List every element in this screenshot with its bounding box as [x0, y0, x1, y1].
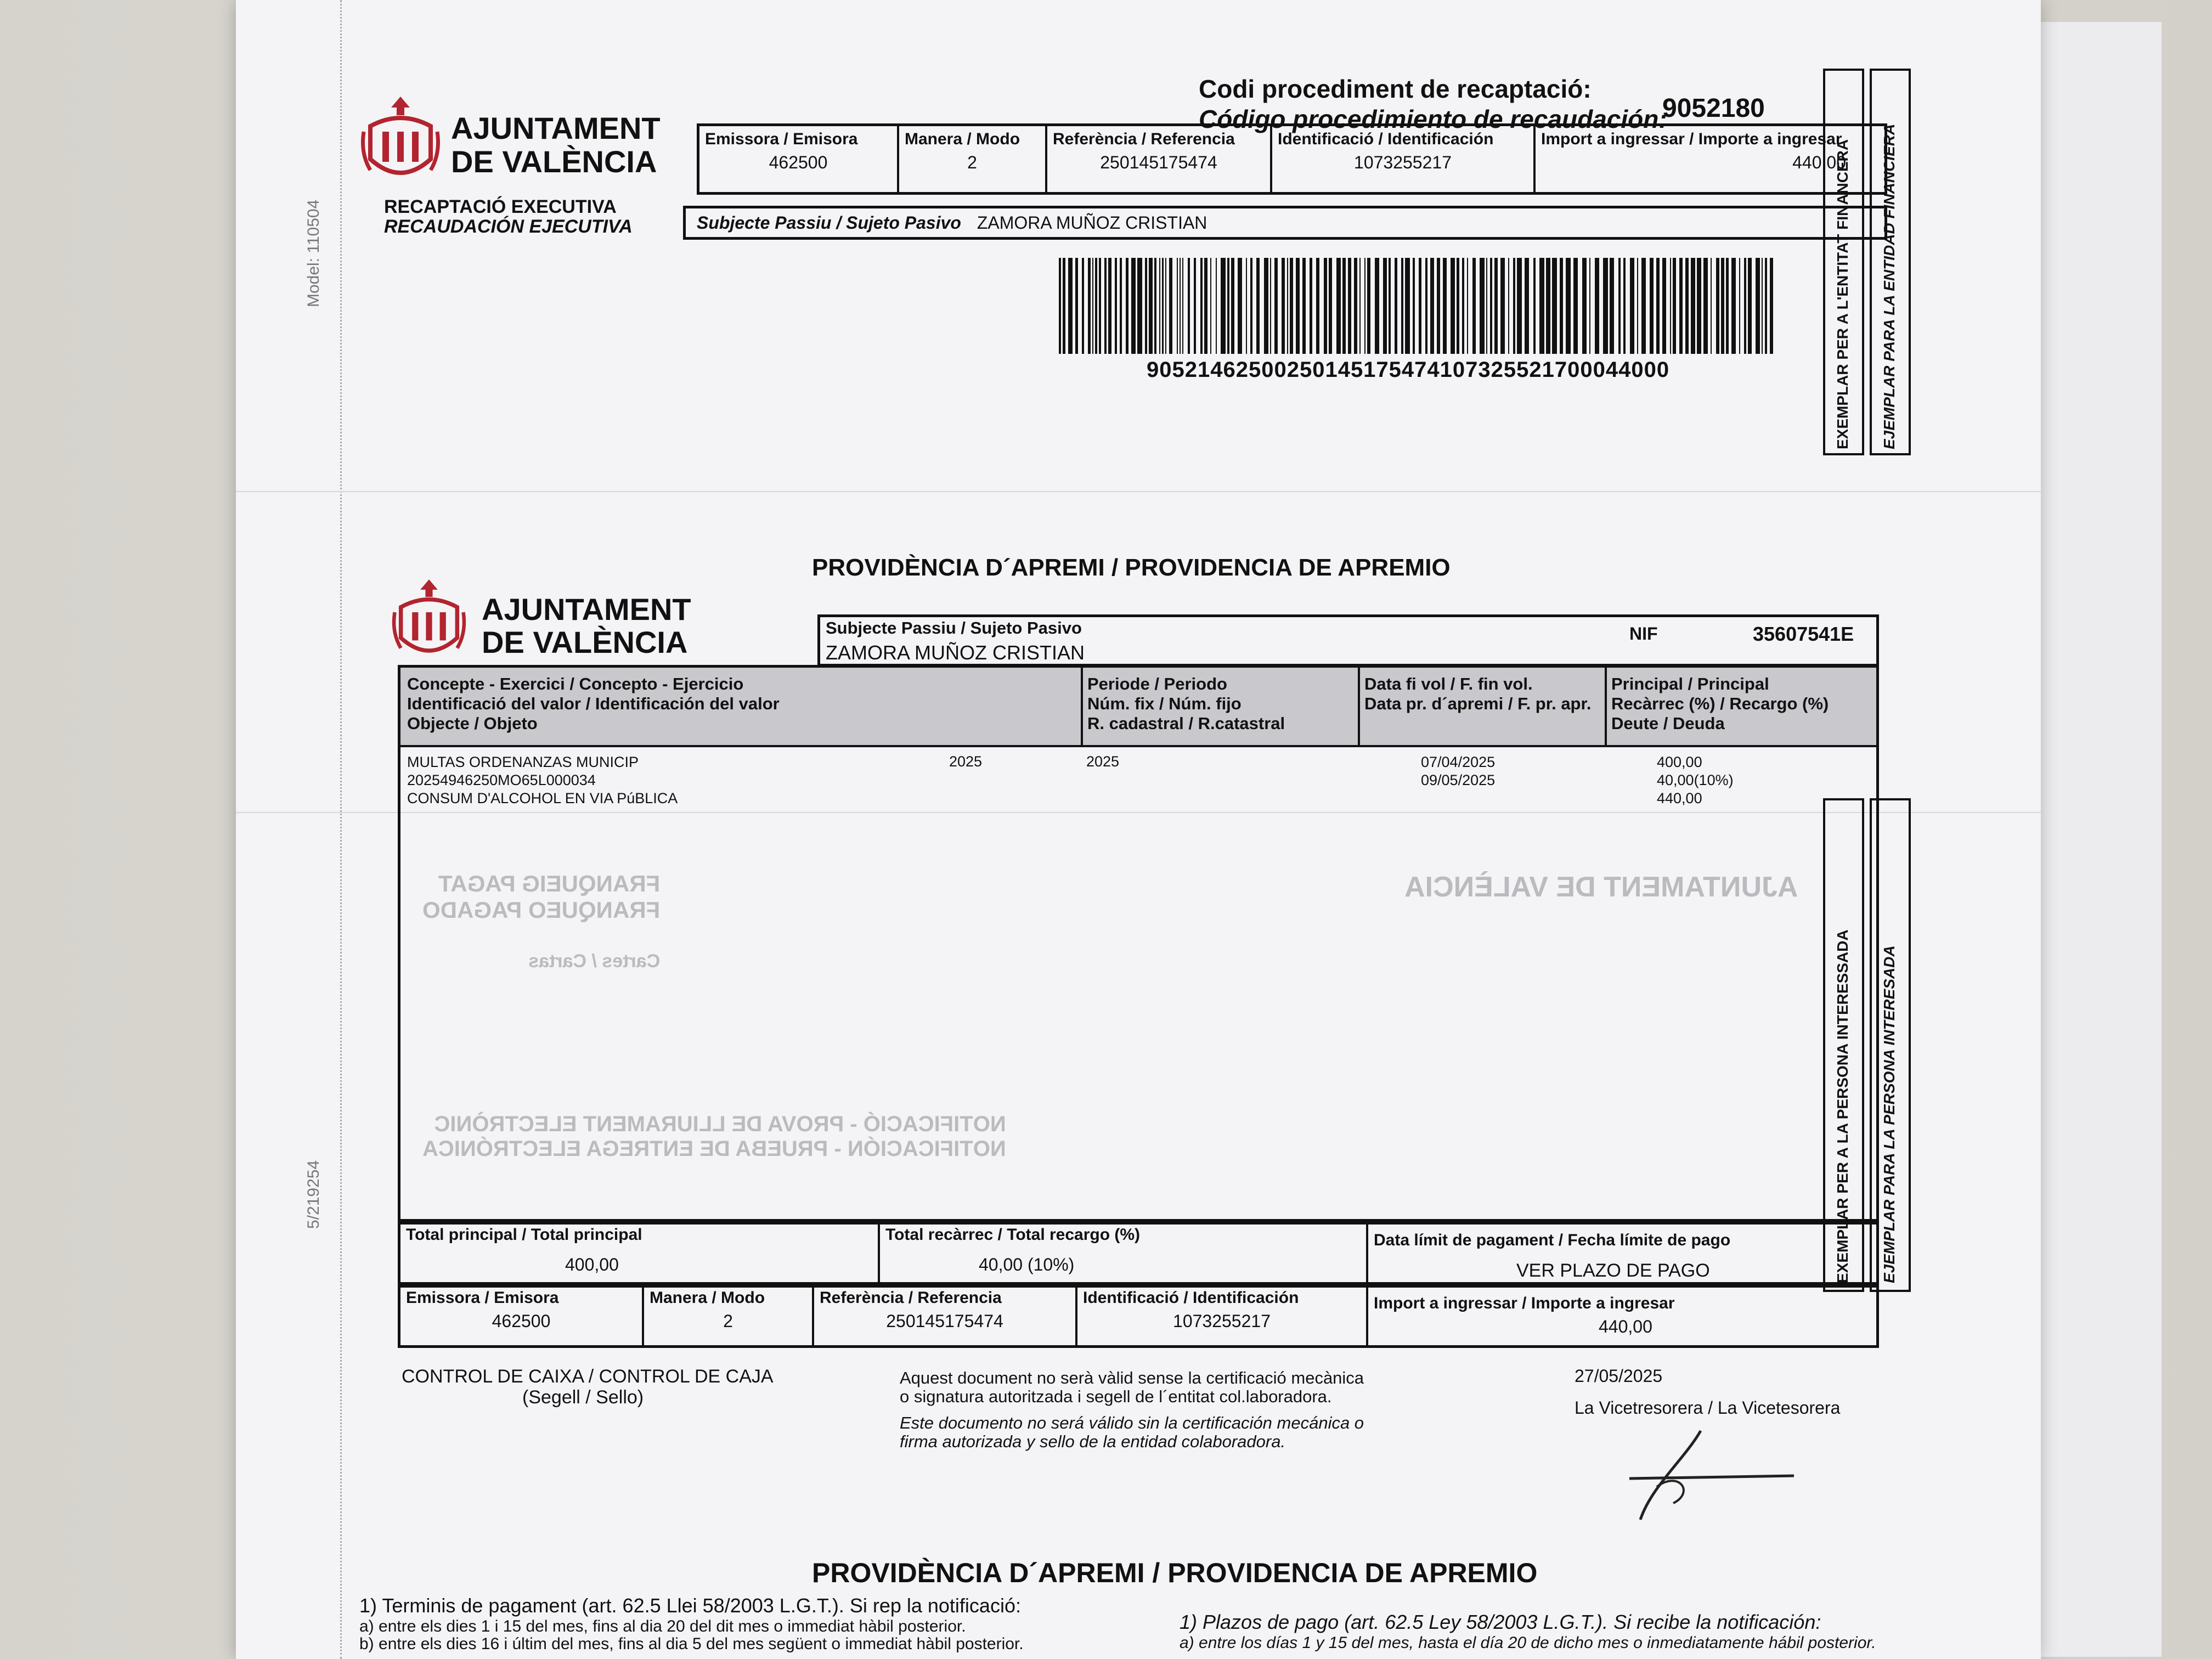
col1-h1: Concepte - Exercici / Concepto - Ejercicio: [407, 674, 744, 693]
perforation-left: [340, 0, 342, 1659]
barcode-bar: [1216, 258, 1217, 354]
barcode-bar: [1137, 258, 1142, 354]
barcode-bar: [1762, 258, 1763, 354]
barcode-bar: [1367, 258, 1370, 354]
ghost-notificacion: [422, 1112, 1006, 1161]
barcode-bar: [1359, 258, 1361, 354]
barcode-bar: [1126, 258, 1128, 354]
ejercicio: 2025: [949, 753, 983, 770]
barcode-bar: [1068, 258, 1073, 354]
periodo: 2025: [1086, 753, 1120, 770]
barcode-bar: [1697, 258, 1701, 354]
total-principal-label: [400, 1222, 878, 1248]
top-payment-table: [697, 123, 1887, 195]
barcode-bar: [1618, 258, 1621, 354]
barcode-bar: [1560, 258, 1563, 354]
side-label-interesada-es: EJEMPLAR PARA LA PERSONA INTERESADA: [1881, 945, 1898, 1283]
plazos-es-text: 1) Plazos de pago (art. 62.5 Ley 58/2003 L.G.T.). Si recibe la notificación:: [1180, 1611, 1821, 1633]
barcode-bar: [1063, 258, 1065, 354]
side-label-interesada-val: EXEMPLAR PER A LA PERSONA INTERESSADA: [1834, 929, 1851, 1283]
proc-label-es: Código procedimiento de recaudación:: [1199, 105, 1667, 133]
valid-val-2: o signatura autoritzada i segell de l´entitat col.laboradora.: [900, 1387, 1332, 1406]
barcode-bar: [1348, 258, 1351, 354]
org-name-top-2: DE VALÈNCIA: [451, 144, 657, 179]
barcode-bar: [1711, 258, 1712, 354]
barcode-bar: [1095, 258, 1097, 354]
barcode-bar: [1227, 258, 1229, 354]
barcode-bar: [1104, 258, 1107, 354]
validity-note: [900, 1369, 1364, 1451]
barcode-bar: [1770, 258, 1773, 354]
barcode-bar: [1546, 258, 1550, 354]
top-h-import: Import a ingressar / Importe a ingresar: [1541, 130, 1842, 148]
section-title: [812, 554, 1451, 582]
principal: 400,00: [1657, 754, 1702, 770]
barcode-bar: [1194, 258, 1196, 354]
barcode-bar: [1210, 258, 1211, 354]
plazos-es: [1180, 1610, 1876, 1652]
detail-row-left: [407, 753, 678, 808]
bottom-h-import: Import a ingressar / Importe a ingresar: [1374, 1294, 1675, 1312]
barcode-bar: [1149, 258, 1152, 354]
ghost-notif-1: NOTIFICACIÓ - PROVA DE LLIURAMENT ELECTRÒNIC: [434, 1112, 1006, 1136]
margin-code-top: Model: 110504: [304, 199, 323, 307]
bottom-h-ref: Referència / Referencia: [820, 1289, 1002, 1307]
margin-code-mid: 5/219254: [304, 1160, 323, 1229]
top-sujeto-label: Subjecte Passiu / Sujeto Pasivo: [697, 213, 961, 233]
barcode-bar: [1756, 258, 1760, 354]
side-label-financiera-val: EXEMPLAR PER A L'ENTITAT FINANCERA: [1834, 139, 1851, 449]
nif-value: 35607541E: [1753, 623, 1854, 645]
barcode-bar: [1059, 258, 1061, 354]
barcode-number: 90521462500250145175474107325521700044000: [1147, 358, 1670, 382]
barcode-bar: [1610, 258, 1614, 354]
bottom-cell-ref: [812, 1285, 1075, 1345]
identificacion-valor: 20254946250MO65L000034: [407, 772, 596, 788]
barcode-bar: [1154, 258, 1156, 354]
detail-header-row: [400, 668, 1876, 747]
col4-h1: Principal / Principal: [1611, 674, 1769, 693]
bottom-import: 440,00: [1599, 1317, 1652, 1336]
plazos-val-a: a) entre els dies 1 i 15 del mes, fins al dia 20 del dit mes o immediat hàbil posterior.: [359, 1617, 966, 1635]
coat-of-arms-icon: [359, 93, 442, 187]
org-name-top-1: AJUNTAMENT: [451, 111, 661, 145]
top-h-ident: Identificació / Identificación: [1278, 130, 1494, 148]
main-sujeto-label: [826, 618, 1082, 638]
barcode-bar: [1467, 258, 1468, 354]
barcode-bar: [1641, 258, 1646, 354]
barcode-bar: [1120, 258, 1122, 354]
barcode-bar: [1180, 258, 1181, 354]
barcode-bar: [1637, 258, 1638, 354]
org-name-main-2: DE VALÈNCIA: [482, 625, 688, 659]
col1-header: [407, 674, 780, 733]
barcode-bar: [1405, 258, 1409, 354]
barcode-bar: [1296, 258, 1299, 354]
valid-es-1: Este documento no será válido sin la certificación mecánica o: [900, 1413, 1364, 1432]
barcode-bar: [1451, 258, 1455, 354]
side-box-financiera-val: [1823, 69, 1864, 455]
col1-h2: Identificació del valor / Identificación del valor: [407, 694, 780, 713]
bottom-modo: 2: [723, 1311, 733, 1331]
fecha-limite-label: Data límit de pagament / Fecha límite de pago: [1374, 1231, 1731, 1249]
col4-header: [1611, 674, 1829, 733]
logo-main: [391, 576, 467, 667]
main-sujeto-label-text: Subjecte Passiu / Sujeto Pasivo: [826, 618, 1082, 637]
barcode-bar: [1650, 258, 1653, 354]
barcode-bar: [1566, 258, 1570, 354]
barcode-bar: [1679, 258, 1683, 354]
col1-h3: Objecte / Objeto: [407, 714, 538, 733]
bottom-h-ident: Identificació / Identificación: [1083, 1289, 1299, 1307]
side-box-interesada-es: [1870, 798, 1911, 1292]
control-caja: [402, 1366, 774, 1408]
barcode-bar: [1525, 258, 1529, 354]
total-recargo-label: Total recàrrec / Total recargo (%): [885, 1226, 1141, 1244]
barcode-bar: [1238, 258, 1242, 354]
barcode-bar: [1310, 258, 1312, 354]
bottom-h-modo: Manera / Modo: [650, 1289, 765, 1307]
barcode-bar: [1336, 258, 1341, 354]
valid-val-1: Aquest document no serà vàlid sense la certificació mecànica: [900, 1368, 1364, 1387]
pr-apr: 09/05/2025: [1421, 772, 1496, 788]
main-sujeto-box: [817, 614, 1879, 667]
barcode-bar: [1691, 258, 1695, 354]
side-label-financiera-es: EJEMPLAR PARA LA ENTIDAD FINANCIERA: [1881, 123, 1898, 449]
bottom-h-emisora: Emissora / Emisora: [406, 1289, 559, 1307]
bottom-ident: 1073255217: [1173, 1311, 1271, 1331]
col3-header: [1364, 674, 1591, 714]
barcode-bar: [1513, 258, 1515, 354]
plazos-val: [359, 1594, 1024, 1653]
fecha-limite-cell: [1366, 1222, 1876, 1285]
dept-name-1: RECAPTACIÓ EXECUTIVA: [384, 196, 617, 217]
document-paper: [236, 0, 2041, 1659]
barcode-bar: [1092, 258, 1093, 354]
barcode-bar: [1375, 258, 1379, 354]
col3-h2: Data pr. d´apremi / F. pr. apr.: [1364, 694, 1592, 713]
fin-vol: 07/04/2025: [1421, 754, 1496, 770]
barcode-bar: [1603, 258, 1607, 354]
barcode-bar: [1685, 258, 1689, 354]
signer-title: La Vicetresorera / La Vicetesorera: [1575, 1398, 1841, 1418]
bottom-cell-modo: [642, 1285, 812, 1345]
barcode-bar: [1354, 258, 1357, 354]
ghost-franqueo-2: FRANQUEO PAGADO: [422, 897, 661, 923]
ghost-notif-2: NOTIFICACIÓN - PRUEBA DE ENTREGA ELECTRÓNICA: [422, 1137, 1006, 1161]
barcode-bar: [1200, 258, 1203, 354]
col2-h2: Núm. fix / Núm. fijo: [1087, 694, 1242, 713]
barcode-bar: [1739, 258, 1740, 354]
deuda: 440,00: [1657, 790, 1702, 806]
barcode-bar: [1721, 258, 1724, 354]
valid-es-2: firma autorizada y sello de la entidad colaboradora.: [900, 1432, 1286, 1451]
barcode-bar: [1457, 258, 1459, 354]
barcode-bar: [1075, 258, 1077, 354]
barcode-bar: [1270, 258, 1271, 354]
barcode-bar: [1256, 258, 1260, 354]
barcode-bar: [1486, 258, 1487, 354]
total-recargo: 40,00 (10%): [979, 1255, 1075, 1274]
barcode-bar: [1165, 258, 1166, 354]
barcode-bar: [1316, 258, 1319, 354]
barcode-bar: [1480, 258, 1484, 354]
barcode-bar: [1552, 258, 1556, 354]
top-h-modo: Manera / Modo: [905, 130, 1020, 148]
barcode-bar: [1430, 258, 1434, 354]
barcode-bar: [1582, 258, 1587, 354]
barcode-bar: [1282, 258, 1285, 354]
total-recargo-cell: [878, 1222, 1366, 1285]
top-cell-modo: [897, 126, 1045, 192]
top-cell-emisora: [699, 126, 897, 192]
barcode-bar: [1169, 258, 1172, 354]
barcode-bar: [1595, 258, 1599, 354]
barcode-bar: [1765, 258, 1767, 354]
barcode-bar: [1419, 258, 1421, 354]
barcode-bar: [1274, 258, 1278, 354]
main-sujeto: ZAMORA MUÑOZ CRISTIAN: [826, 641, 1085, 664]
barcode-bar: [1389, 258, 1391, 354]
ghost-franqueo: [422, 871, 660, 972]
nif-label: NIF: [1629, 624, 1658, 644]
top-ident: 1073255217: [1354, 153, 1452, 172]
barcode-bar: [1731, 258, 1736, 354]
coat-of-arms-icon: [391, 576, 467, 664]
top-h-ref: Referència / Referencia: [1053, 130, 1235, 148]
barcode-bar: [1589, 258, 1590, 354]
top-cell-ident: [1270, 126, 1533, 192]
barcode-bar: [1204, 258, 1207, 354]
total-principal-cell: [400, 1222, 878, 1285]
barcode-bar: [1500, 258, 1505, 354]
barcode-bar: [1703, 258, 1708, 354]
barcode-bar: [1159, 258, 1160, 354]
col4-h2: Recàrrec (%) / Recargo (%): [1611, 694, 1829, 713]
barcode-bar: [1623, 258, 1626, 354]
side-box-interesada-val: [1823, 798, 1864, 1292]
barcode-bar: [1656, 258, 1660, 354]
bottom-ref: 250145175474: [886, 1311, 1003, 1331]
proc-code: 9052180: [1662, 94, 1765, 123]
top-sujeto-box: [683, 206, 1887, 240]
top-modo: 2: [967, 153, 977, 172]
barcode-bar: [1517, 258, 1521, 354]
barcode-bar: [1413, 258, 1415, 354]
signature-icon: [1618, 1426, 1805, 1525]
ghost-mirror-title: AJUNTAMENT DE VALÈNCIA: [1404, 871, 1798, 903]
barcode-bar: [1425, 258, 1427, 354]
barcode-bar: [1162, 258, 1163, 354]
barcode-bar: [1539, 258, 1544, 354]
bottom-cell-ident: [1075, 1285, 1366, 1345]
ghost-franqueo-1: FRANQUEIG PAGAT: [438, 871, 661, 896]
sello-text: (Segell / Sello): [522, 1387, 644, 1408]
col3-h1: Data fi vol / F. fin vol.: [1364, 674, 1533, 693]
barcode-bar: [1716, 258, 1719, 354]
top-h-emisora: Emissora / Emisora: [705, 130, 858, 148]
barcode: [1059, 258, 1778, 354]
barcode-bar: [1673, 258, 1676, 354]
barcode-bar: [1088, 258, 1090, 354]
total-principal: 400,00: [565, 1255, 619, 1274]
barcode-bar: [1131, 258, 1136, 354]
totals-row: [398, 1219, 1879, 1288]
plazos-val-b: b) entre els dies 16 i últim del mes, fins al dia 5 del mes següent o immediat hàbil posterior.: [359, 1635, 1024, 1653]
logo-top: [359, 93, 442, 189]
control-caja-text: CONTROL DE CAIXA / CONTROL DE CAJA: [402, 1366, 774, 1387]
barcode-bar: [1108, 258, 1111, 354]
col2-h3: R. cadastral / R.catastral: [1087, 714, 1285, 733]
plazos-es-a: a) entre los días 1 y 15 del mes, hasta el día 20 de dicho mes o inmediatamente hábil posterior.: [1180, 1634, 1876, 1652]
barcode-bar: [1188, 258, 1190, 354]
barcode-bar: [1490, 258, 1492, 354]
barcode-bar: [1508, 258, 1509, 354]
barcode-bar: [1437, 258, 1440, 354]
barcode-bar: [1383, 258, 1386, 354]
barcode-bar: [1630, 258, 1634, 354]
barcode-bar: [1494, 258, 1498, 354]
bottom-cell-import: [1366, 1285, 1876, 1345]
fold-line-1: [236, 491, 2041, 492]
objeto: CONSUM D'ALCOHOL EN VIA PúBLICA: [407, 790, 678, 806]
bottom-cell-emisora: [400, 1285, 642, 1345]
barcode-bar: [1324, 258, 1327, 354]
top-ref: 250145175474: [1100, 153, 1217, 172]
top-cell-ref: [1045, 126, 1270, 192]
barcode-bar: [1401, 258, 1403, 354]
top-emisora: 462500: [769, 153, 828, 172]
bottom-emisora: 462500: [492, 1311, 551, 1331]
barcode-bar: [1221, 258, 1225, 354]
plazos-val-text: 1) Terminis de pagament (art. 62.5 Llei 58/2003 L.G.T.). Si rep la notificació:: [359, 1594, 1021, 1617]
barcode-bar: [1287, 258, 1288, 354]
amounts: [1657, 753, 1734, 808]
footer-section-title: PROVIDÈNCIA D´APREMI / PROVIDENCIA DE APREMIO: [812, 1558, 1538, 1588]
barcode-bar: [1177, 258, 1178, 354]
barcode-bar: [1726, 258, 1728, 354]
issue-date: 27/05/2025: [1575, 1366, 1663, 1386]
payment-row-bottom: [398, 1282, 1879, 1348]
barcode-bar: [1462, 258, 1464, 354]
barcode-bar: [1670, 258, 1671, 354]
concepto: MULTAS ORDENANZAS MUNICIP: [407, 754, 639, 770]
barcode-bar: [1533, 258, 1536, 354]
dept-name-2: RECAUDACIÓN EJECUTIVA: [384, 216, 633, 237]
barcode-bar: [1264, 258, 1268, 354]
barcode-bar: [1302, 258, 1306, 354]
barcode-bar: [1573, 258, 1578, 354]
barcode-bar: [1662, 258, 1666, 354]
barcode-bar: [1744, 258, 1746, 354]
barcode-bar: [1290, 258, 1293, 354]
top-import: 440,00: [1792, 153, 1846, 172]
ghost-cartas: Cartes / Cartas: [528, 951, 661, 972]
barcode-bar: [1342, 258, 1346, 354]
col2-header: [1087, 674, 1285, 733]
barcode-bar: [1329, 258, 1332, 354]
recargo: 40,00(10%): [1657, 772, 1734, 788]
total-principal-label-text: Total principal / Total principal: [406, 1226, 642, 1244]
top-sujeto: ZAMORA MUÑOZ CRISTIAN: [977, 213, 1207, 233]
barcode-bar: [1748, 258, 1751, 354]
fecha-limite: VER PLAZO DE PAGO: [1516, 1260, 1710, 1281]
org-name-main-1: AJUNTAMENT: [482, 592, 691, 627]
barcode-bar: [1364, 258, 1365, 354]
barcode-bar: [1231, 258, 1234, 354]
barcode-bar: [1082, 258, 1084, 354]
barcode-bar: [1250, 258, 1252, 354]
section-title-text: PROVIDÈNCIA D´APREMI / PROVIDENCIA DE APREMIO: [812, 554, 1451, 581]
col2-h1: Periode / Periodo: [1087, 674, 1227, 693]
barcode-bar: [1115, 258, 1117, 354]
side-box-financiera-es: [1870, 69, 1911, 455]
barcode-bar: [1443, 258, 1446, 354]
barcode-bar: [1145, 258, 1147, 354]
col4-h3: Deute / Deuda: [1611, 714, 1725, 733]
proc-label-val: Codi procediment de recaptació:: [1199, 75, 1592, 103]
dates: [1421, 753, 1495, 789]
barcode-bar: [1472, 258, 1476, 354]
detail-table: [398, 665, 1879, 1224]
barcode-bar: [1099, 258, 1101, 354]
barcode-bar: [1246, 258, 1247, 354]
barcode-bar: [1182, 258, 1183, 354]
barcode-bar: [1395, 258, 1397, 354]
